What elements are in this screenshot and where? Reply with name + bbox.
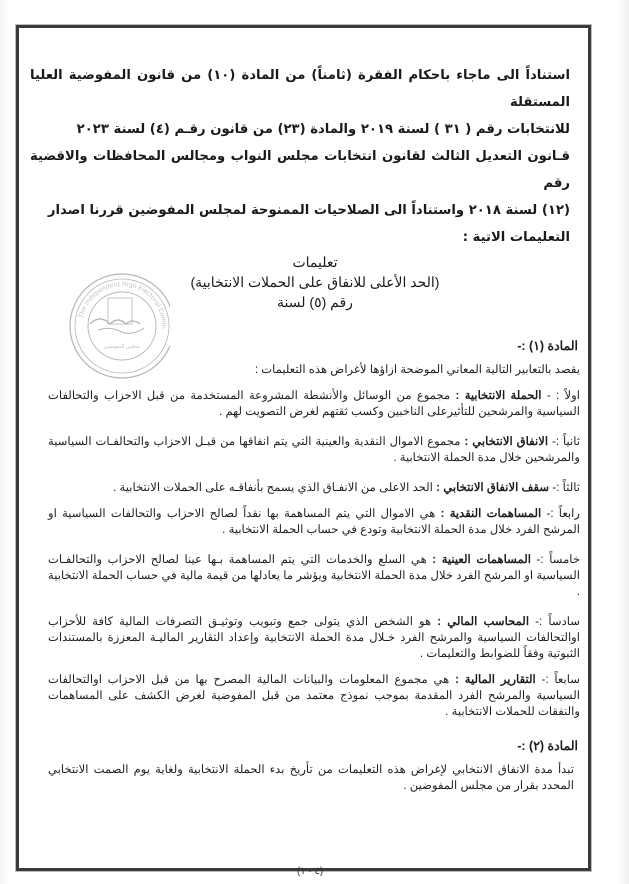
definition-item [48,552,580,600]
definition-text: مجموع الاموال النقدية والعينية التي يتم انفاقها من قبـل الاحزاب والتحالفـات السياسية والمرشحين خلال مدة الحملة الانتخابية . [48,435,580,464]
title-line-number: رقم (٥) لسنة [277,294,353,310]
definition-text: هي مجموع المعلومات والبيانات المالية المصرح بها من قبل الاحزاب اوالتحالفات السياسية والمرشح الفرد المقدمة بموجب نموذج معتمد من قبل المفوضية لغرض الكشف على المساهمات والنفقات للحملات الانتخابية . [48,673,580,718]
article-2-text: تبدأ مدة الانفاق الانتخابي لإغراض هذه التعليمات من تأريخ بدء الحملة الانتخابية ولغاية يوم الصمت الانتخابي المحدد بقرار من مجلس المفوضين . [48,763,574,792]
definition-term: سقف الانفاق الانتخابي : [436,481,550,494]
definition-term: الانفاق الانتخابي : [464,435,549,448]
definition-prefix: ثالثاً :- [549,481,580,494]
definition-prefix: اولاً : - [541,389,580,402]
definition-term: المساهمات العينية : [432,553,531,566]
preamble-line-3: قـانون التعديل الثالث لقانون انتخابات مجلس النواب ومجالس المحافظات والاقضية رقم [30,149,570,191]
stamp-inner-text: مجلس المفوضين [103,344,141,350]
definition-term: المحاسب المالي : [437,615,530,628]
article-2-heading: المادة (٢) :- [517,739,578,753]
preamble-line-4: (١٢) لسنة ٢٠١٨ واستناداً الى الصلاحيات الممنوحة لمجلس المفوضين قررنا اصدار [47,203,570,218]
definition-text: هو الشخص الذي يتولى جمع وتبويب وتوثيـق التصرفات المالية كافة للأحزاب اوالتحالفات السياسية والمرشح الفرد خـلال مدة الحملة الانتخابية وإعداد التقارير الماليـة المعززة بالمستندات الثبوتية وفقاً للضوابط والتعليمات . [48,615,580,660]
definition-item [48,434,580,466]
stamp-signature-tail [98,328,144,333]
definition-prefix: سادساً :- [529,615,580,628]
definition-term: الحملة الانتخابية : [455,389,542,402]
title-line-instructions: تعليمات [292,254,338,270]
preamble-line-5: التعليمات الاتية : [462,230,570,245]
stamp-signature [90,319,140,324]
definition-prefix: ثانياً :- [548,435,580,448]
definition-term: التقارير المالية : [455,673,536,686]
definition-item [48,506,580,538]
definition-text: هي الاموال التي يتم المساهمة بها نقداً لصالح الاحزاب والتحالفات السياسية او المرشح الفرد خلال مدة الحملة الانتخابية وتودع في حساب الحملة الانتخابية . [48,507,580,536]
preamble-line-2: للانتخابات رقم ( ٣١ ) لسنة ٢٠١٩ والمادة (٢٣) من قانون رقـم (٤) لسنة ٢٠٢٣ [76,122,570,137]
article-1-heading: المادة (١) :- [517,339,578,353]
preamble-block [30,62,570,251]
stamp-text-en: The Independent High Electoral Comm [77,280,168,329]
definition-item [48,672,580,720]
article-1-intro: يقصد بالتعابير التالية المعاني الموضحة ازاؤها لأغراض هذه التعليمات : [254,363,580,376]
document-title [150,252,480,312]
definition-item [48,614,580,662]
definition-text: هي السلع والخدمات التي يتم المساهمة بـها عينا لصالح الاحزاب والتحالفـات السياسية او المرشح الفرد خلال مدة الحملة الانتخابية ويؤشر ما يعادلها من قيمة مالية في حساب الحملة الانتخابية . [48,553,580,598]
page-number: (٤ - ١) [296,866,324,877]
definition-prefix: رابعاً :- [541,507,580,520]
preamble-line-1: استناداً الى ماجاء باحكام الفقرة (ثامناً) من المادة (١٠) من قانون المفوضية العليا المستقلة [30,68,570,110]
definition-item [48,388,580,420]
definition-prefix: سابعاً :- [535,673,580,686]
definition-item [48,480,580,496]
definition-prefix: خامساً :- [530,553,580,566]
article-body [48,338,580,804]
definition-text: مجموع من الوسائل والأنشطة المشروعة المستخدمة من قبل الاحزاب والتحالفات السياسية والمرشحين للتأثيرعلى الناخبين وكسب ثقتهم لغرض التصويت لهم . [48,389,580,418]
definition-term: المساهمات النقدية : [440,507,542,520]
definition-text: الحد الاعلى من الانفـاق الذي يسمح بأنفاقـه على الحملات الانتخابية . [113,481,437,494]
title-line-subject: (الحد الأعلى للانفاق على الحملات الانتخابية) [190,274,440,290]
